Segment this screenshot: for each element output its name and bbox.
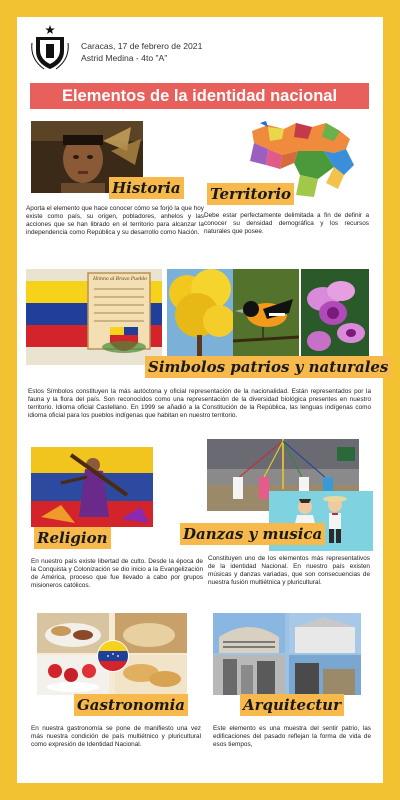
scroll-heading: Himno al Bravo Pueblo: [93, 277, 147, 282]
religion-painting: [31, 447, 153, 527]
danzas-text: Constituyen uno de los elementos más representativos de la identidad Nacional. En nuestro país existen músicas y danzas variadas, que son consecuencias de nuestra fusión multiétnica y pluricultural.: [208, 555, 370, 587]
flag-and-anthem-collage: [26, 269, 162, 365]
school-crest-logo: [30, 23, 70, 71]
historia-text: Aporta el elemento que hace conocer cómo se forjó la que hoy existe como país, su origen, pobladores, anhelos y las acciones que se han librado en el territorio para alcanzar la independencia como República y su desarrollo como Nación.: [26, 205, 204, 237]
danzas-label: Danzas y musica: [180, 523, 325, 545]
religion-text: En nuestro país existe libertad de culto. Desde la época de la Conquista y Colonización se dio inicio a la Evangelización de América, proceso que fue llevado a cabo por grupos misioneros católicos.: [31, 558, 203, 590]
arquitectura-label: Arquitectur: [240, 694, 344, 716]
religion-label: Religion: [34, 527, 111, 549]
araguaney-photo: [167, 269, 233, 367]
simbolos-text: Estos Símbolos constituyen la más autóctona y oficial representación de la nacionalidad. Están representados por la fauna y la flora del país. Son reconocidos como una representación de la diversidad biológica presentes en nuestro territorio. Idioma oficial Castellano. En 1999 se añadió a la Constitución de la República, las lenguas indígenas como idioma oficial para los pueblos indígenas que habitan en nuestro territorio.: [28, 388, 371, 420]
gastronomia-label: Gastronomia: [74, 694, 188, 716]
historia-label: Historia: [109, 177, 184, 199]
territorio-text: Debe estar perfectamente delimitada a fin de definir a conocer su densidad demográfica y los recursos naturales que posee.: [204, 212, 369, 236]
date-line: Caracas, 17 de febrero de 2021: [81, 41, 203, 51]
gastronomia-text: En nuestra gastronomía se pone de manifiesto una vez más nuestra condición de país multiétnico y pluricultural como expresión de Identidad Nacional.: [31, 725, 201, 749]
arquitectura-text: Este elemento es una muestra del sentir patrio, las edificaciones del pasado reflejan la forma de vida de esos tiempos,: [213, 725, 371, 749]
venezuela-flag-circle: [97, 640, 129, 672]
arquitectura-photo: [213, 613, 361, 695]
orchid-photo: [301, 269, 369, 367]
simbolos-label: Simbolos patrios y naturales: [145, 356, 391, 378]
poster-sheet: [17, 17, 389, 783]
turpial-bird-photo: [233, 269, 299, 367]
page-title: Elementos de la identidad nacional: [30, 83, 369, 109]
territorio-label: Territorio: [207, 183, 294, 205]
author-line: Astrid Medina - 4to "A": [81, 53, 168, 63]
